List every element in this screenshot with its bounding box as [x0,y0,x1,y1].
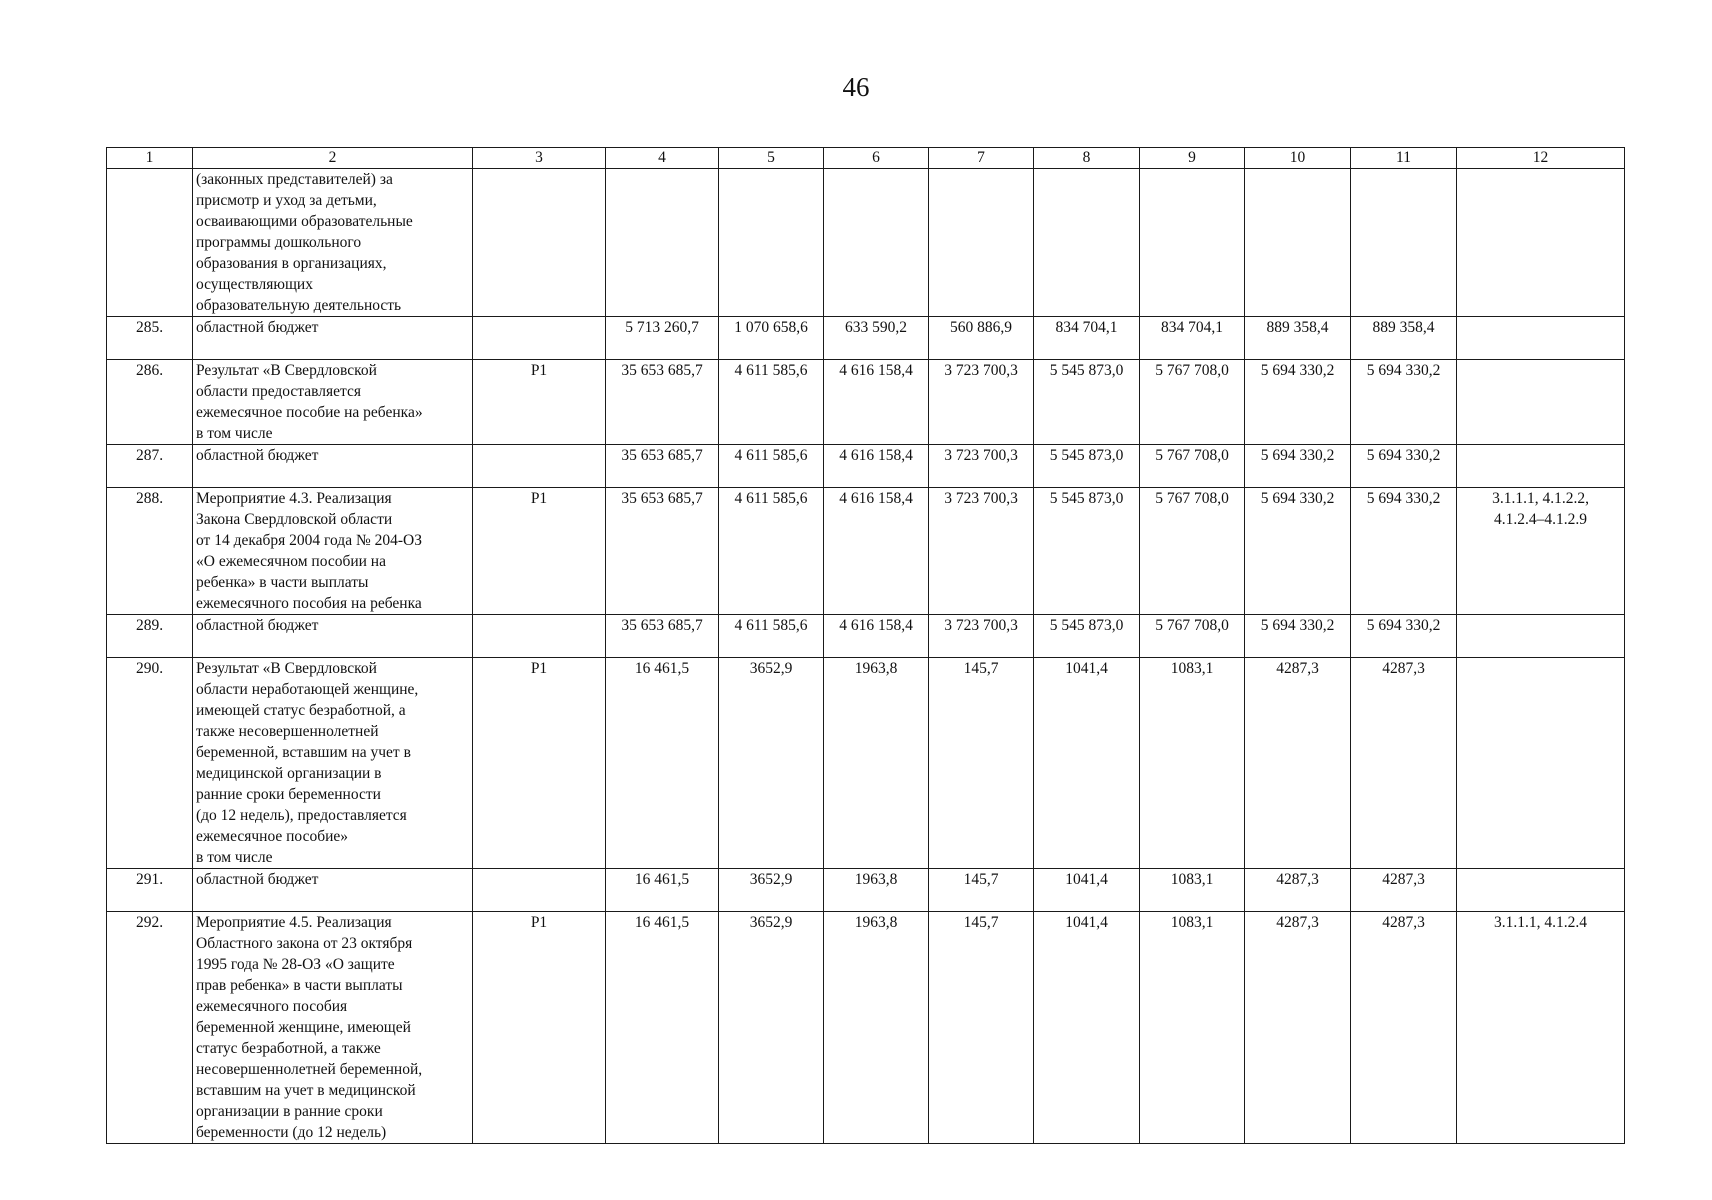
row-value: 3652,9 [719,658,824,869]
row-value [719,169,824,317]
row-value: 5 694 330,2 [1245,488,1351,615]
row-spacer [196,338,469,359]
row-value: 145,7 [929,658,1034,869]
row-value: 5 767 708,0 [1140,360,1245,445]
row-targets-cell [1457,869,1625,912]
row-spacer [196,636,469,657]
row-name: областной бюджет [196,447,319,464]
row-value: 5 694 330,2 [1245,615,1351,658]
row-value: 1041,4 [1034,658,1140,869]
row-value [929,169,1034,317]
table-row [107,445,1625,488]
column-header: 1 [107,148,193,169]
row-value: 4 611 585,6 [719,360,824,445]
row-value: 145,7 [929,869,1034,912]
row-code: Р1 [473,360,606,445]
table-row [107,317,1625,360]
row-value: 145,7 [929,912,1034,1144]
row-name: Результат «В Свердловской области неработающей женщине, имеющей статус безработной, а также несовершеннолетней беременной, вставшим на учет в медицинской организации в ранние сроки беременности (до 12 недель), предоставляется ежемесячное пособие» в том числе [196,660,419,866]
row-value: 5 694 330,2 [1351,488,1457,615]
row-number: 288. [107,488,193,615]
row-name: областной бюджет [196,319,319,336]
row-value: 16 461,5 [606,869,719,912]
row-value: 4 611 585,6 [719,445,824,488]
row-code [473,317,606,360]
row-number [107,169,193,317]
row-number: 285. [107,317,193,360]
row-value: 3 723 700,3 [929,445,1034,488]
table-row [107,360,1625,445]
row-code [473,445,606,488]
row-name-cell [193,317,473,360]
column-header: 4 [606,148,719,169]
row-value: 889 358,4 [1351,317,1457,360]
row-value: 4 616 158,4 [824,488,929,615]
row-targets-cell [1457,912,1625,1144]
row-value: 1041,4 [1034,912,1140,1144]
page-number: 46 [842,72,870,102]
row-name-cell [193,658,473,869]
row-targets: 3.1.1.1, 4.1.2.4 [1494,914,1587,931]
row-value: 5 545 873,0 [1034,615,1140,658]
table-row [107,869,1625,912]
budget-table [106,147,1625,1144]
row-value: 5 545 873,0 [1034,360,1140,445]
row-value: 1083,1 [1140,658,1245,869]
row-value: 4 616 158,4 [824,615,929,658]
row-name-cell [193,488,473,615]
row-value: 4 611 585,6 [719,615,824,658]
row-value: 5 694 330,2 [1245,360,1351,445]
row-value [1034,169,1140,317]
row-value: 3 723 700,3 [929,615,1034,658]
row-value: 16 461,5 [606,912,719,1144]
row-value: 5 545 873,0 [1034,445,1140,488]
row-name: Мероприятие 4.3. Реализация Закона Свердловской области от 14 декабря 2004 года № 204-ОЗ «О ежемесячном пособии на ребенка» в части выплаты ежемесячного пособия на ребенка [196,490,422,612]
row-name-cell [193,360,473,445]
row-value: 16 461,5 [606,658,719,869]
table-row [107,615,1625,658]
row-name-cell [193,169,473,317]
row-number: 292. [107,912,193,1144]
row-value: 3 723 700,3 [929,360,1034,445]
row-number: 286. [107,360,193,445]
row-value: 5 713 260,7 [606,317,719,360]
table-row [107,169,1625,317]
row-number: 289. [107,615,193,658]
row-number: 287. [107,445,193,488]
column-header: 3 [473,148,606,169]
row-value: 1963,8 [824,912,929,1144]
row-value: 4 611 585,6 [719,488,824,615]
row-spacer [196,466,469,487]
row-value: 1963,8 [824,658,929,869]
row-value: 1083,1 [1140,912,1245,1144]
row-number: 291. [107,869,193,912]
row-value: 4287,3 [1351,869,1457,912]
row-name-cell [193,869,473,912]
row-value: 35 653 685,7 [606,360,719,445]
row-value: 5 767 708,0 [1140,488,1245,615]
row-value: 35 653 685,7 [606,488,719,615]
row-targets-cell [1457,658,1625,869]
row-name: Результат «В Свердловской области предоставляется ежемесячное пособие на ребенка» в том числе [196,362,423,442]
column-header-row [107,148,1625,169]
row-targets-cell [1457,488,1625,615]
row-value: 5 545 873,0 [1034,488,1140,615]
row-name: Мероприятие 4.5. Реализация Областного закона от 23 октября 1995 года № 28-ОЗ «О защите прав ребенка» в части выплаты ежемесячного пособия беременной женщине, имеющей статус безработной, а также несовершеннолетней беременной, вставшим на учет в медицинской организации в ранние сроки беременности (до 12 недель) [196,914,423,1141]
column-header: 5 [719,148,824,169]
row-value: 834 704,1 [1140,317,1245,360]
row-code [473,869,606,912]
row-value [824,169,929,317]
row-code: Р1 [473,912,606,1144]
table-row [107,912,1625,1144]
column-header: 8 [1034,148,1140,169]
row-targets-cell [1457,317,1625,360]
row-value: 5 694 330,2 [1245,445,1351,488]
table-row [107,658,1625,869]
row-code: Р1 [473,488,606,615]
row-name: областной бюджет [196,871,319,888]
row-value: 5 694 330,2 [1351,360,1457,445]
row-value: 4287,3 [1245,869,1351,912]
row-value: 1083,1 [1140,869,1245,912]
row-value: 4287,3 [1245,658,1351,869]
row-targets-cell [1457,169,1625,317]
row-value: 35 653 685,7 [606,615,719,658]
row-targets-cell [1457,360,1625,445]
row-name-cell [193,445,473,488]
row-value: 3652,9 [719,912,824,1144]
row-targets-cell [1457,445,1625,488]
row-value: 1 070 658,6 [719,317,824,360]
row-code [473,615,606,658]
row-value: 4 616 158,4 [824,360,929,445]
row-spacer [196,890,469,911]
row-value: 5 694 330,2 [1351,615,1457,658]
row-value: 3652,9 [719,869,824,912]
row-value: 834 704,1 [1034,317,1140,360]
row-value [1140,169,1245,317]
row-value [1351,169,1457,317]
row-value [1245,169,1351,317]
row-value: 889 358,4 [1245,317,1351,360]
row-value [606,169,719,317]
column-header: 9 [1140,148,1245,169]
row-value: 5 767 708,0 [1140,615,1245,658]
row-name-cell [193,912,473,1144]
row-value: 4287,3 [1351,912,1457,1144]
column-header: 6 [824,148,929,169]
row-value: 633 590,2 [824,317,929,360]
row-value: 5 767 708,0 [1140,445,1245,488]
table-row [107,488,1625,615]
row-value: 1041,4 [1034,869,1140,912]
column-header: 2 [193,148,473,169]
column-header: 7 [929,148,1034,169]
row-value: 1963,8 [824,869,929,912]
row-targets: 3.1.1.1, 4.1.2.2, 4.1.2.4–4.1.2.9 [1492,490,1589,528]
row-name-cell [193,615,473,658]
row-value: 4287,3 [1245,912,1351,1144]
row-number: 290. [107,658,193,869]
row-value: 560 886,9 [929,317,1034,360]
table-body [107,169,1625,1144]
column-header: 12 [1457,148,1625,169]
row-name: (законных представителей) за присмотр и уход за детьми, осваивающими образовательные программы дошкольного образования в организациях, осуществляющих образовательную деятельность [196,171,413,314]
row-value: 4 616 158,4 [824,445,929,488]
row-value: 35 653 685,7 [606,445,719,488]
row-value: 5 694 330,2 [1351,445,1457,488]
column-header: 11 [1351,148,1457,169]
row-name: областной бюджет [196,617,319,634]
row-value: 4287,3 [1351,658,1457,869]
row-targets-cell [1457,615,1625,658]
column-header: 10 [1245,148,1351,169]
row-value: 3 723 700,3 [929,488,1034,615]
row-code: Р1 [473,658,606,869]
row-code [473,169,606,317]
